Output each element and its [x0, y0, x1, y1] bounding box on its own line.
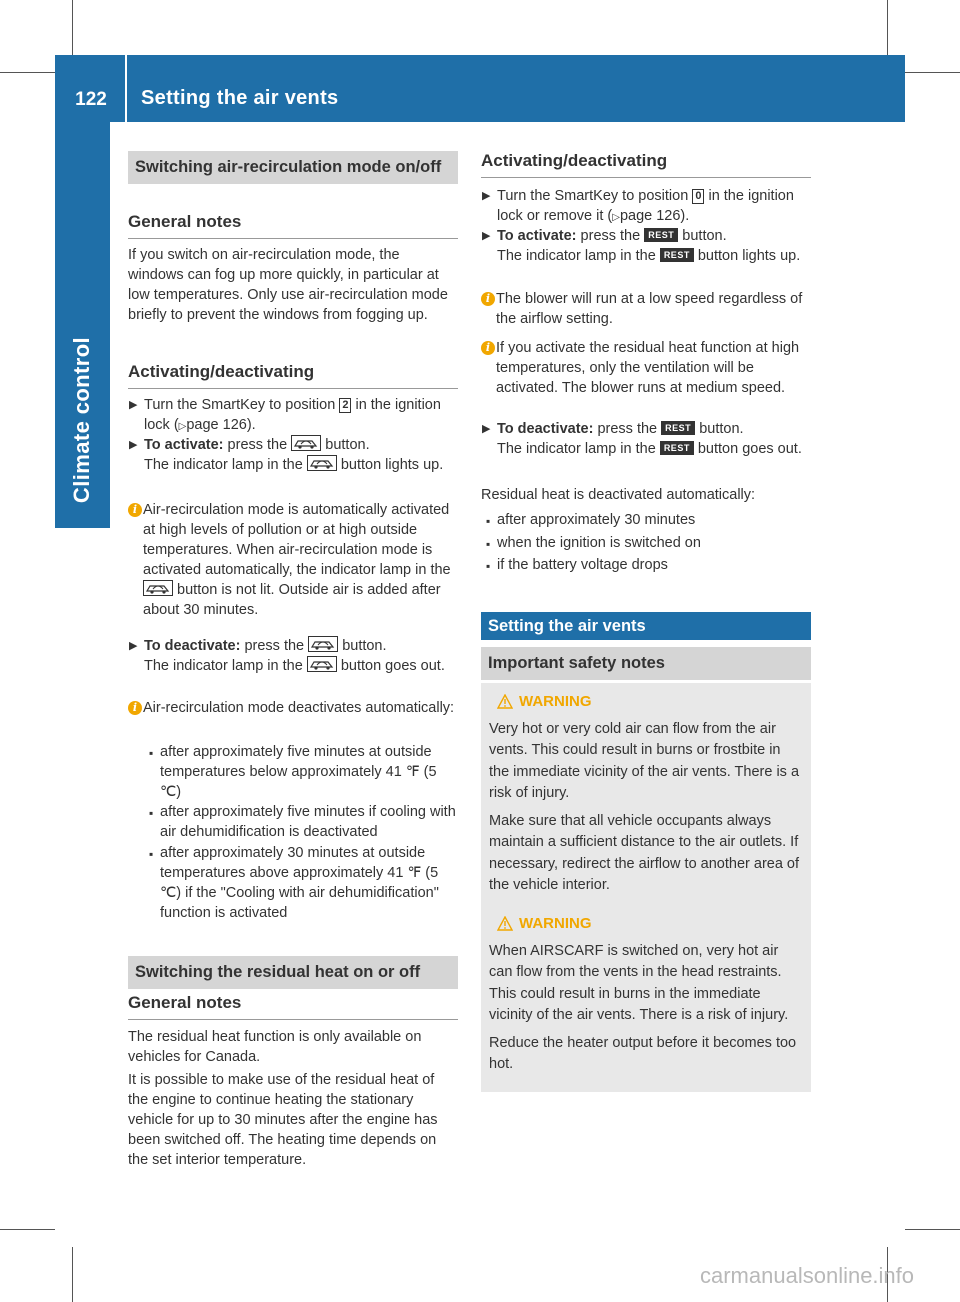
page-reference[interactable]: page 126: [186, 417, 247, 433]
instruction-step: ▶ To deactivate: press the REST button. The indicator lamp in the REST button goes out.: [482, 421, 802, 457]
list-item: ▪ after approximately five minutes at outside temperatures below approximately 41 ℉ (5 ℃): [149, 744, 437, 800]
subsection-heading: Activating/deactivating: [481, 151, 811, 178]
section-heading: Important safety notes: [481, 647, 811, 680]
recirculation-car-icon: [143, 580, 173, 596]
warning-text: Make sure that all vehicle occupants always maintain a sufficient distance to the air outlets. If necessary, redirect the airflow to another area of the vehicle interior.: [489, 812, 800, 893]
paragraph: The residual heat function is only available on vehicles for Canada.: [128, 1029, 422, 1065]
crop-mark: [72, 1247, 73, 1302]
page-number: 122: [75, 89, 107, 110]
recirculation-car-icon: [307, 656, 337, 672]
bullet-icon: ▪: [149, 806, 154, 820]
info-icon: i: [481, 292, 495, 306]
paragraph: It is possible to make use of the residual heat of the engine to continue heating the stationary vehicle for up to 30 minutes after the engine has been switched off. The heating time depends on the set interior temperature.: [128, 1072, 438, 1168]
list-item: ▪ after approximately 30 minutes: [481, 510, 811, 530]
bullet-icon: ▪: [149, 746, 154, 760]
arrow-right-icon: ▶: [129, 399, 138, 411]
recirculation-car-icon: [308, 636, 338, 652]
bullet-icon: ▪: [149, 847, 154, 861]
list-item: ▪ after approximately 30 minutes at outside temperatures above approximately 41 ℉ (5 ℃) if the "Cooling with air dehumidification" function is activated: [149, 845, 439, 921]
info-icon: i: [481, 341, 495, 355]
chapter-tab-label: Climate control: [69, 336, 94, 504]
list-item: ▪ after approximately five minutes if cooling with air dehumidification is deactivated: [149, 804, 456, 840]
info-note: i Air-recirculation mode deactivates automatically:: [128, 698, 458, 718]
crop-mark: [72, 0, 73, 55]
subsection-heading: General notes: [128, 212, 458, 239]
key-position-icon: 0: [692, 189, 704, 204]
paragraph: Residual heat is deactivated automatically:: [481, 487, 756, 503]
info-note: i The blower will run at a low speed regardless of the airflow setting.: [481, 289, 811, 329]
key-position-icon: 2: [339, 398, 351, 413]
recirculation-car-icon: [291, 435, 321, 451]
warning-triangle-icon: [497, 694, 513, 709]
instruction-step: ▶ To activate: press the REST button. The indicator lamp in the REST button lights up.: [482, 228, 801, 264]
crop-mark: [887, 0, 888, 55]
section-heading: Setting the air vents: [481, 612, 811, 640]
header-separator: [125, 55, 127, 122]
instruction-step: ▶ To activate: press the button. The indicator lamp in the button lights up.: [129, 437, 444, 473]
warning-box: [481, 683, 811, 913]
recirculation-car-icon: [307, 455, 337, 471]
info-icon: i: [128, 701, 142, 715]
rest-button-icon: REST: [644, 228, 678, 242]
arrow-right-icon: ▶: [482, 423, 491, 435]
warning-text: Very hot or very cold air can flow from the air vents. This could result in burns or frostbite in the immediate vicinity of the air vents. There is a risk of injury.: [489, 720, 800, 801]
warning-header: WARNING: [497, 691, 803, 713]
warning-triangle-icon: [497, 916, 513, 931]
arrow-right-icon: ▶: [129, 640, 138, 652]
arrow-right-icon: ▶: [482, 230, 491, 242]
warning-text: When AIRSCARF is switched on, very hot air can flow from the vents in the head restraints. This could result in burns in the immediate vicinity of the air vents. There is a risk of injury.: [489, 942, 789, 1023]
section-heading: Switching the residual heat on or off: [128, 956, 458, 989]
warning-box: [481, 905, 811, 1092]
instruction-step: ▶ Turn the SmartKey to position 0 in the ignition lock or remove it (▷page 126).: [482, 188, 794, 224]
warning-text: Reduce the heater output before it becomes too hot.: [489, 1034, 797, 1072]
list-item: ▪ if the battery voltage drops: [481, 555, 811, 575]
triangle-ref-icon: ▷: [178, 421, 187, 432]
instruction-step: ▶ Turn the SmartKey to position 2 in the ignition lock (▷page 126).: [129, 397, 441, 433]
crop-mark: [0, 1229, 55, 1230]
instruction-step: ▶ To deactivate: press the button. The indicator lamp in the button goes out.: [129, 638, 445, 674]
watermark: carmanualsonline.info: [700, 1263, 915, 1288]
section-heading: Switching air-recirculation mode on/off: [128, 151, 458, 184]
page-header: [55, 55, 905, 122]
triangle-ref-icon: ▷: [612, 212, 620, 223]
subsection-heading: Activating/deactivating: [128, 362, 458, 389]
rest-button-icon: REST: [660, 248, 694, 262]
info-icon: i: [128, 503, 142, 517]
list-item: ▪ when the ignition is switched on: [481, 533, 811, 553]
rest-button-icon: REST: [660, 441, 694, 455]
arrow-right-icon: ▶: [482, 190, 491, 202]
arrow-right-icon: ▶: [129, 439, 138, 451]
subsection-heading: General notes: [128, 993, 458, 1020]
info-note: i Air-recirculation mode is automatically activated at high levels of pollution or at high outside temperatures. When air-recirculation mode is activated automatically, the indicator lamp in the button is not lit. Outside air is added after about 30 minutes.: [128, 500, 458, 620]
crop-mark: [905, 1229, 960, 1230]
rest-button-icon: REST: [661, 421, 695, 435]
crop-mark: [905, 72, 960, 73]
bullet-icon: ▪: [486, 559, 491, 573]
bullet-icon: ▪: [486, 514, 491, 528]
warning-header: WARNING: [497, 913, 803, 935]
info-note: i If you activate the residual heat function at high temperatures, only the ventilation will be activated. The blower runs at medium speed.: [481, 338, 811, 398]
paragraph: If you switch on air-recirculation mode, the windows can fog up more quickly, in particular at low temperatures. Only use air-recirculation mode briefly to prevent the windows from fogging up.: [128, 247, 448, 323]
bullet-icon: ▪: [486, 537, 491, 551]
page-reference[interactable]: page 126: [619, 208, 681, 224]
crop-mark: [0, 72, 55, 73]
page-title: Setting the air vents: [141, 87, 339, 109]
